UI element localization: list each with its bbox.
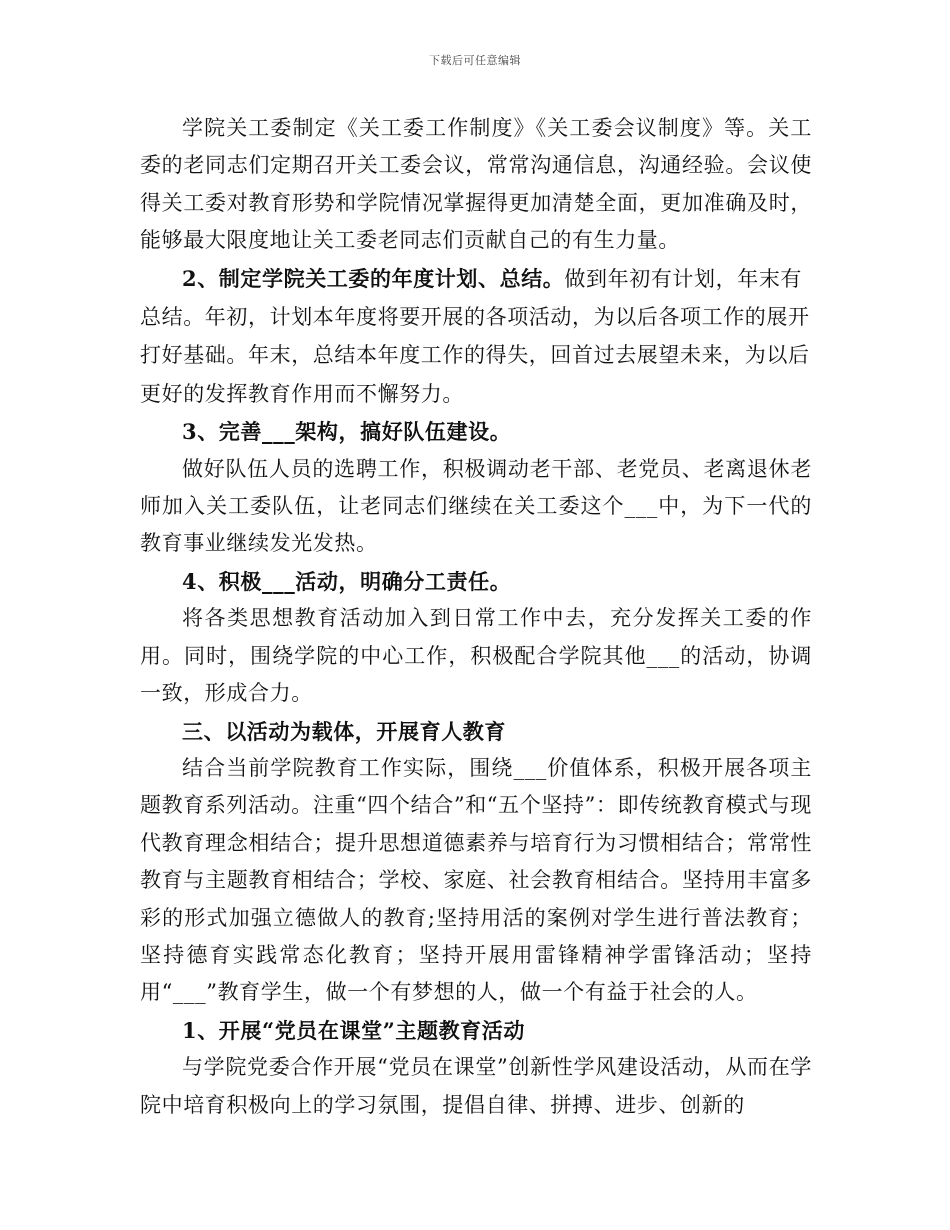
- paragraph-6: 与学院党委合作开展“党员在课堂”创新性学风建设活动，从而在学院中培育积极向上的学习氛围，提倡自律、拼搏、进步、创新的: [140, 1055, 812, 1117]
- paragraph-5: 结合当前学院教育工作实际，围绕___价值体系，积极开展各项主题教育系列活动。注重“四个结合”和“五个坚持”：即传统教育模式与现代教育理念相结合；提升思想道德素养与培育行为习惯相结合；常常性教育与主题教育相结合；学校、家庭、社会教育相结合。坚持用丰富多彩的形式加强立德做人的教育;坚持用活的案例对学生进行普法教育；坚持德育实践常态化教育；坚持开展用雷锋精神学雷锋活动；坚持用“___”教育学生，做一个有梦想的人，做一个有益于社会的人。: [140, 755, 812, 1005]
- heading-2-bold: 2、制定学院关工委的年度计划、总结。: [182, 265, 565, 291]
- paragraph-1: 学院关工委制定《关工委工作制度》《关工委会议制度》等。关工委的老同志们定期召开关工委会议，常常沟通信息，沟通经验。会议使得关工委对教育形势和学院情况掌握得更加清楚全面，更加准确及时，能够最大限度地让关工委老同志们贡献自己的有生力量。: [140, 116, 812, 253]
- heading-4: 4、积极___活动，明确分工责任。: [182, 568, 512, 594]
- paragraph-3: 做好队伍人员的选聘工作，积极调动老干部、老党员、老离退休老师加入关工委队伍，让老同志们继续在关工委这个___中，为下一代的教育事业继续发光发热。: [140, 456, 812, 556]
- paragraph-2-text: 做到年初有计划，年末有总结。年初，计划本年度将要开展的各项活动，为以后各项工作的展开打好基础。年末，总结本年度工作的得失，回首过去展望未来，为以后更好的发挥教育作用而不懈努力。: [140, 266, 810, 406]
- heading-3: 3、完善___架构，搞好队伍建设。: [182, 419, 512, 445]
- paragraph-2: [140, 260, 812, 414]
- heading-6: 1、开展“党员在课堂”主题教育活动: [182, 1017, 525, 1043]
- page-header: 下载后可任意编辑: [429, 54, 521, 67]
- paragraph-4: 将各类思想教育活动加入到日常工作中去，充分发挥关工委的作用。同时，围绕学院的中心工作，积极配合学院其他___的活动，协调一致，形成合力。: [140, 606, 812, 706]
- document-body: [140, 110, 812, 1124]
- heading-5: 三、以活动为载体，开展育人教育: [182, 718, 506, 744]
